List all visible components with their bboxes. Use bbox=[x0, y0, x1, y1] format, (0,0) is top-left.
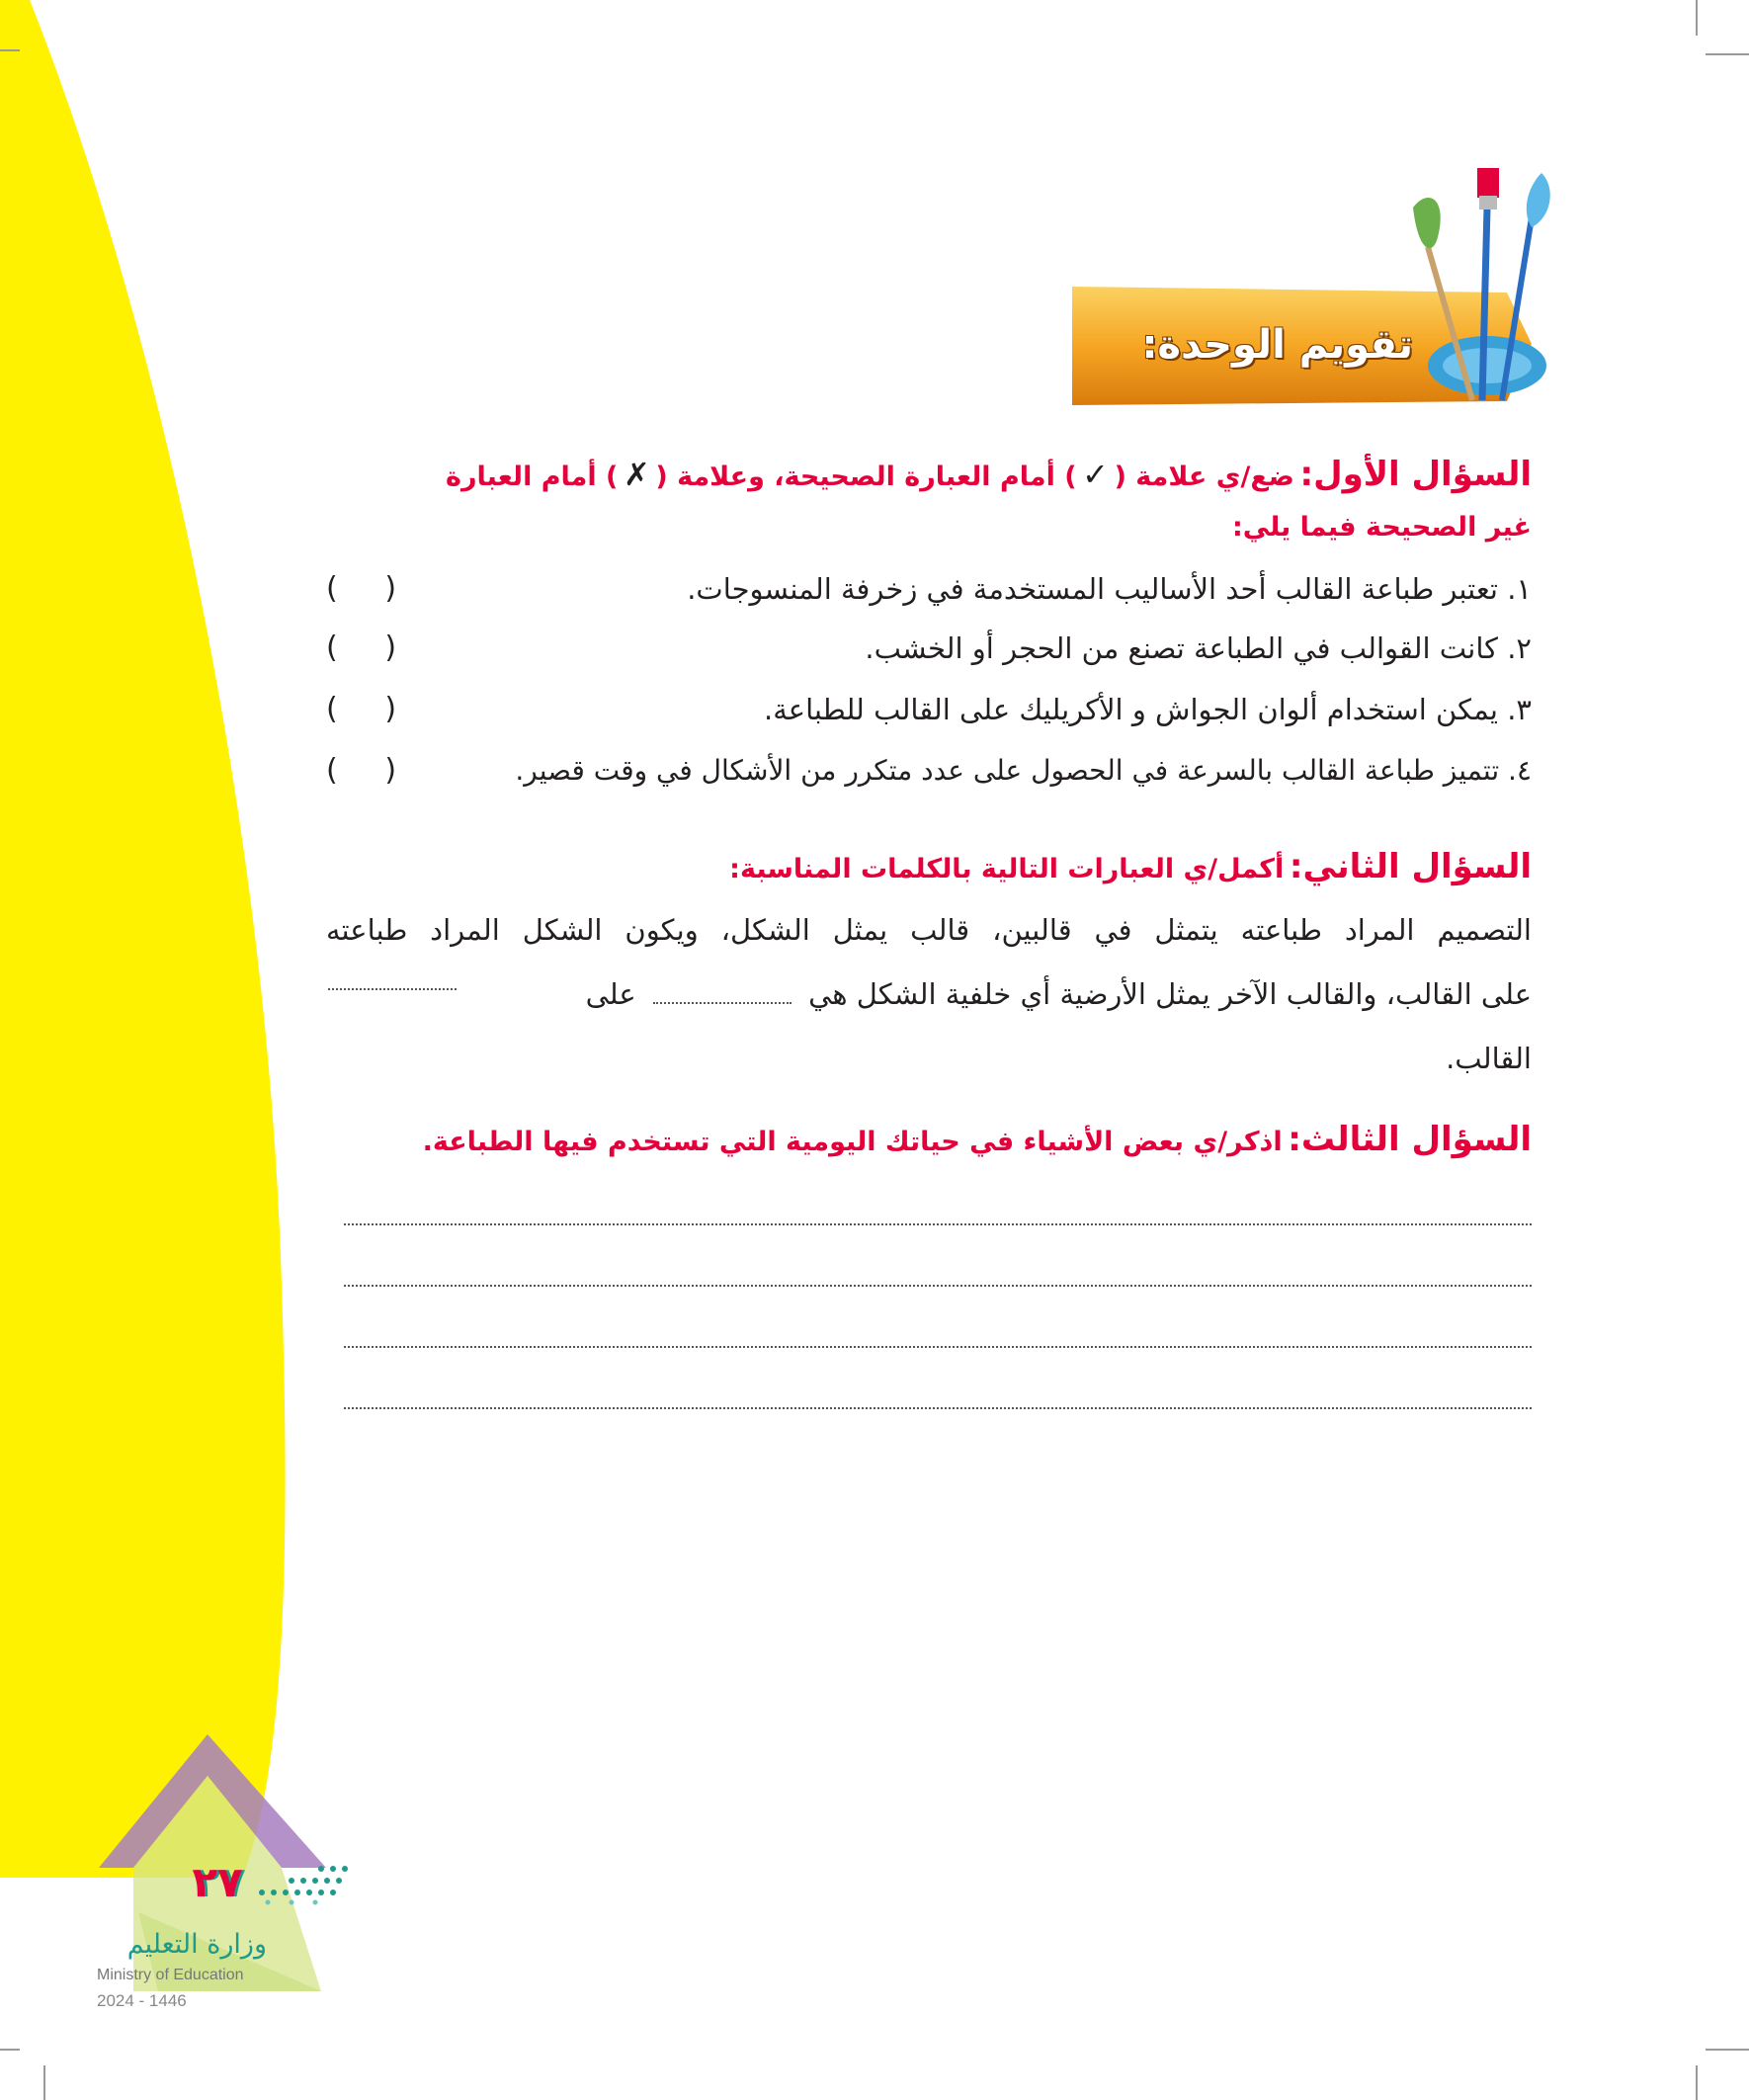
q2-label: السؤال الثاني: bbox=[1289, 847, 1532, 886]
q1-label: السؤال الأول: bbox=[1299, 455, 1532, 494]
q1-item: ٤. تتميز طباعة القالب بالسرعة في الحصول على عدد متكرر من الأشكال في وقت قصير. bbox=[515, 754, 1532, 787]
paint-brushes-icon bbox=[1408, 168, 1556, 405]
crop-mark bbox=[0, 2049, 20, 2051]
q3-instruction: اذكر/ي بعض الأشياء في حياتك اليومية التي تستخدم فيها الطباعة. bbox=[422, 1127, 1283, 1157]
answer-line[interactable] bbox=[344, 1407, 1532, 1409]
unit-title: تقويم الوحدة: bbox=[1141, 322, 1413, 368]
answer-line[interactable] bbox=[344, 1223, 1532, 1225]
q1-instruction-line2: غير الصحيحة فيما يلي: bbox=[1232, 512, 1532, 543]
ministry-logo-icon bbox=[252, 1863, 351, 1907]
q1-instruction-part1: ضع/ي علامة ( bbox=[1114, 462, 1294, 492]
answer-line[interactable] bbox=[344, 1285, 1532, 1287]
q2-heading bbox=[395, 840, 1532, 893]
q3-label: السؤال الثالث: bbox=[1288, 1120, 1532, 1159]
crop-mark bbox=[1696, 0, 1698, 36]
crop-mark bbox=[0, 49, 20, 51]
answer-box[interactable]: ( ) bbox=[326, 630, 397, 665]
crop-mark bbox=[43, 2065, 45, 2100]
answer-box[interactable]: ( ) bbox=[326, 753, 397, 788]
q3-heading bbox=[346, 1113, 1532, 1166]
q1-item: ٢. كانت القوالب في الطباعة تصنع من الحجر أو الخشب. bbox=[865, 631, 1532, 665]
q1-heading bbox=[296, 450, 1532, 499]
q1-item: ١. تعتبر طباعة القالب أحد الأساليب المستخدمة في زخرفة المنسوجات. bbox=[687, 572, 1532, 606]
blank-field[interactable] bbox=[328, 988, 457, 990]
q2-line2-end: على bbox=[585, 977, 636, 1011]
q1-item: ٣. يمكن استخدام ألوان الجواش و الأكريليك على القالب للطباعة. bbox=[764, 693, 1532, 726]
q2-text-line2 bbox=[326, 964, 1532, 1025]
answer-line[interactable] bbox=[344, 1346, 1532, 1348]
academic-year: 2024 - 1446 bbox=[97, 1991, 187, 2010]
crop-mark bbox=[1696, 2065, 1698, 2100]
crop-mark bbox=[1706, 2049, 1749, 2051]
q2-line2-start: على القالب، والقالب الآخر يمثل الأرضية أي خلفية الشكل هي bbox=[808, 977, 1532, 1011]
cross-mark-icon: ✗ bbox=[623, 456, 650, 493]
ministry-name-en: Ministry of Education bbox=[97, 1967, 244, 1983]
check-mark-icon: ✓ bbox=[1082, 456, 1109, 493]
q1-instruction-part3: ) أمام العبارة bbox=[446, 462, 619, 492]
q2-text-line3: القالب. bbox=[1446, 1042, 1532, 1075]
page-number: ٢٧ bbox=[192, 1858, 243, 1906]
q2-text-line1: التصميم المراد طباعته يتمثل في قالبين، قالب يمثل الشكل، ويكون الشكل المراد طباعته bbox=[326, 913, 1532, 947]
answer-box[interactable]: ( ) bbox=[326, 571, 397, 606]
ministry-name-ar: وزارة التعليم bbox=[126, 1929, 267, 1960]
crop-mark bbox=[1706, 53, 1749, 55]
blank-field[interactable] bbox=[653, 972, 791, 1004]
q2-instruction: أكمل/ي العبارات التالية بالكلمات المناسبة: bbox=[729, 854, 1285, 884]
answer-box[interactable]: ( ) bbox=[326, 692, 397, 726]
q1-instruction-part2: ) أمام العبارة الصحيحة، وعلامة ( bbox=[655, 462, 1077, 492]
